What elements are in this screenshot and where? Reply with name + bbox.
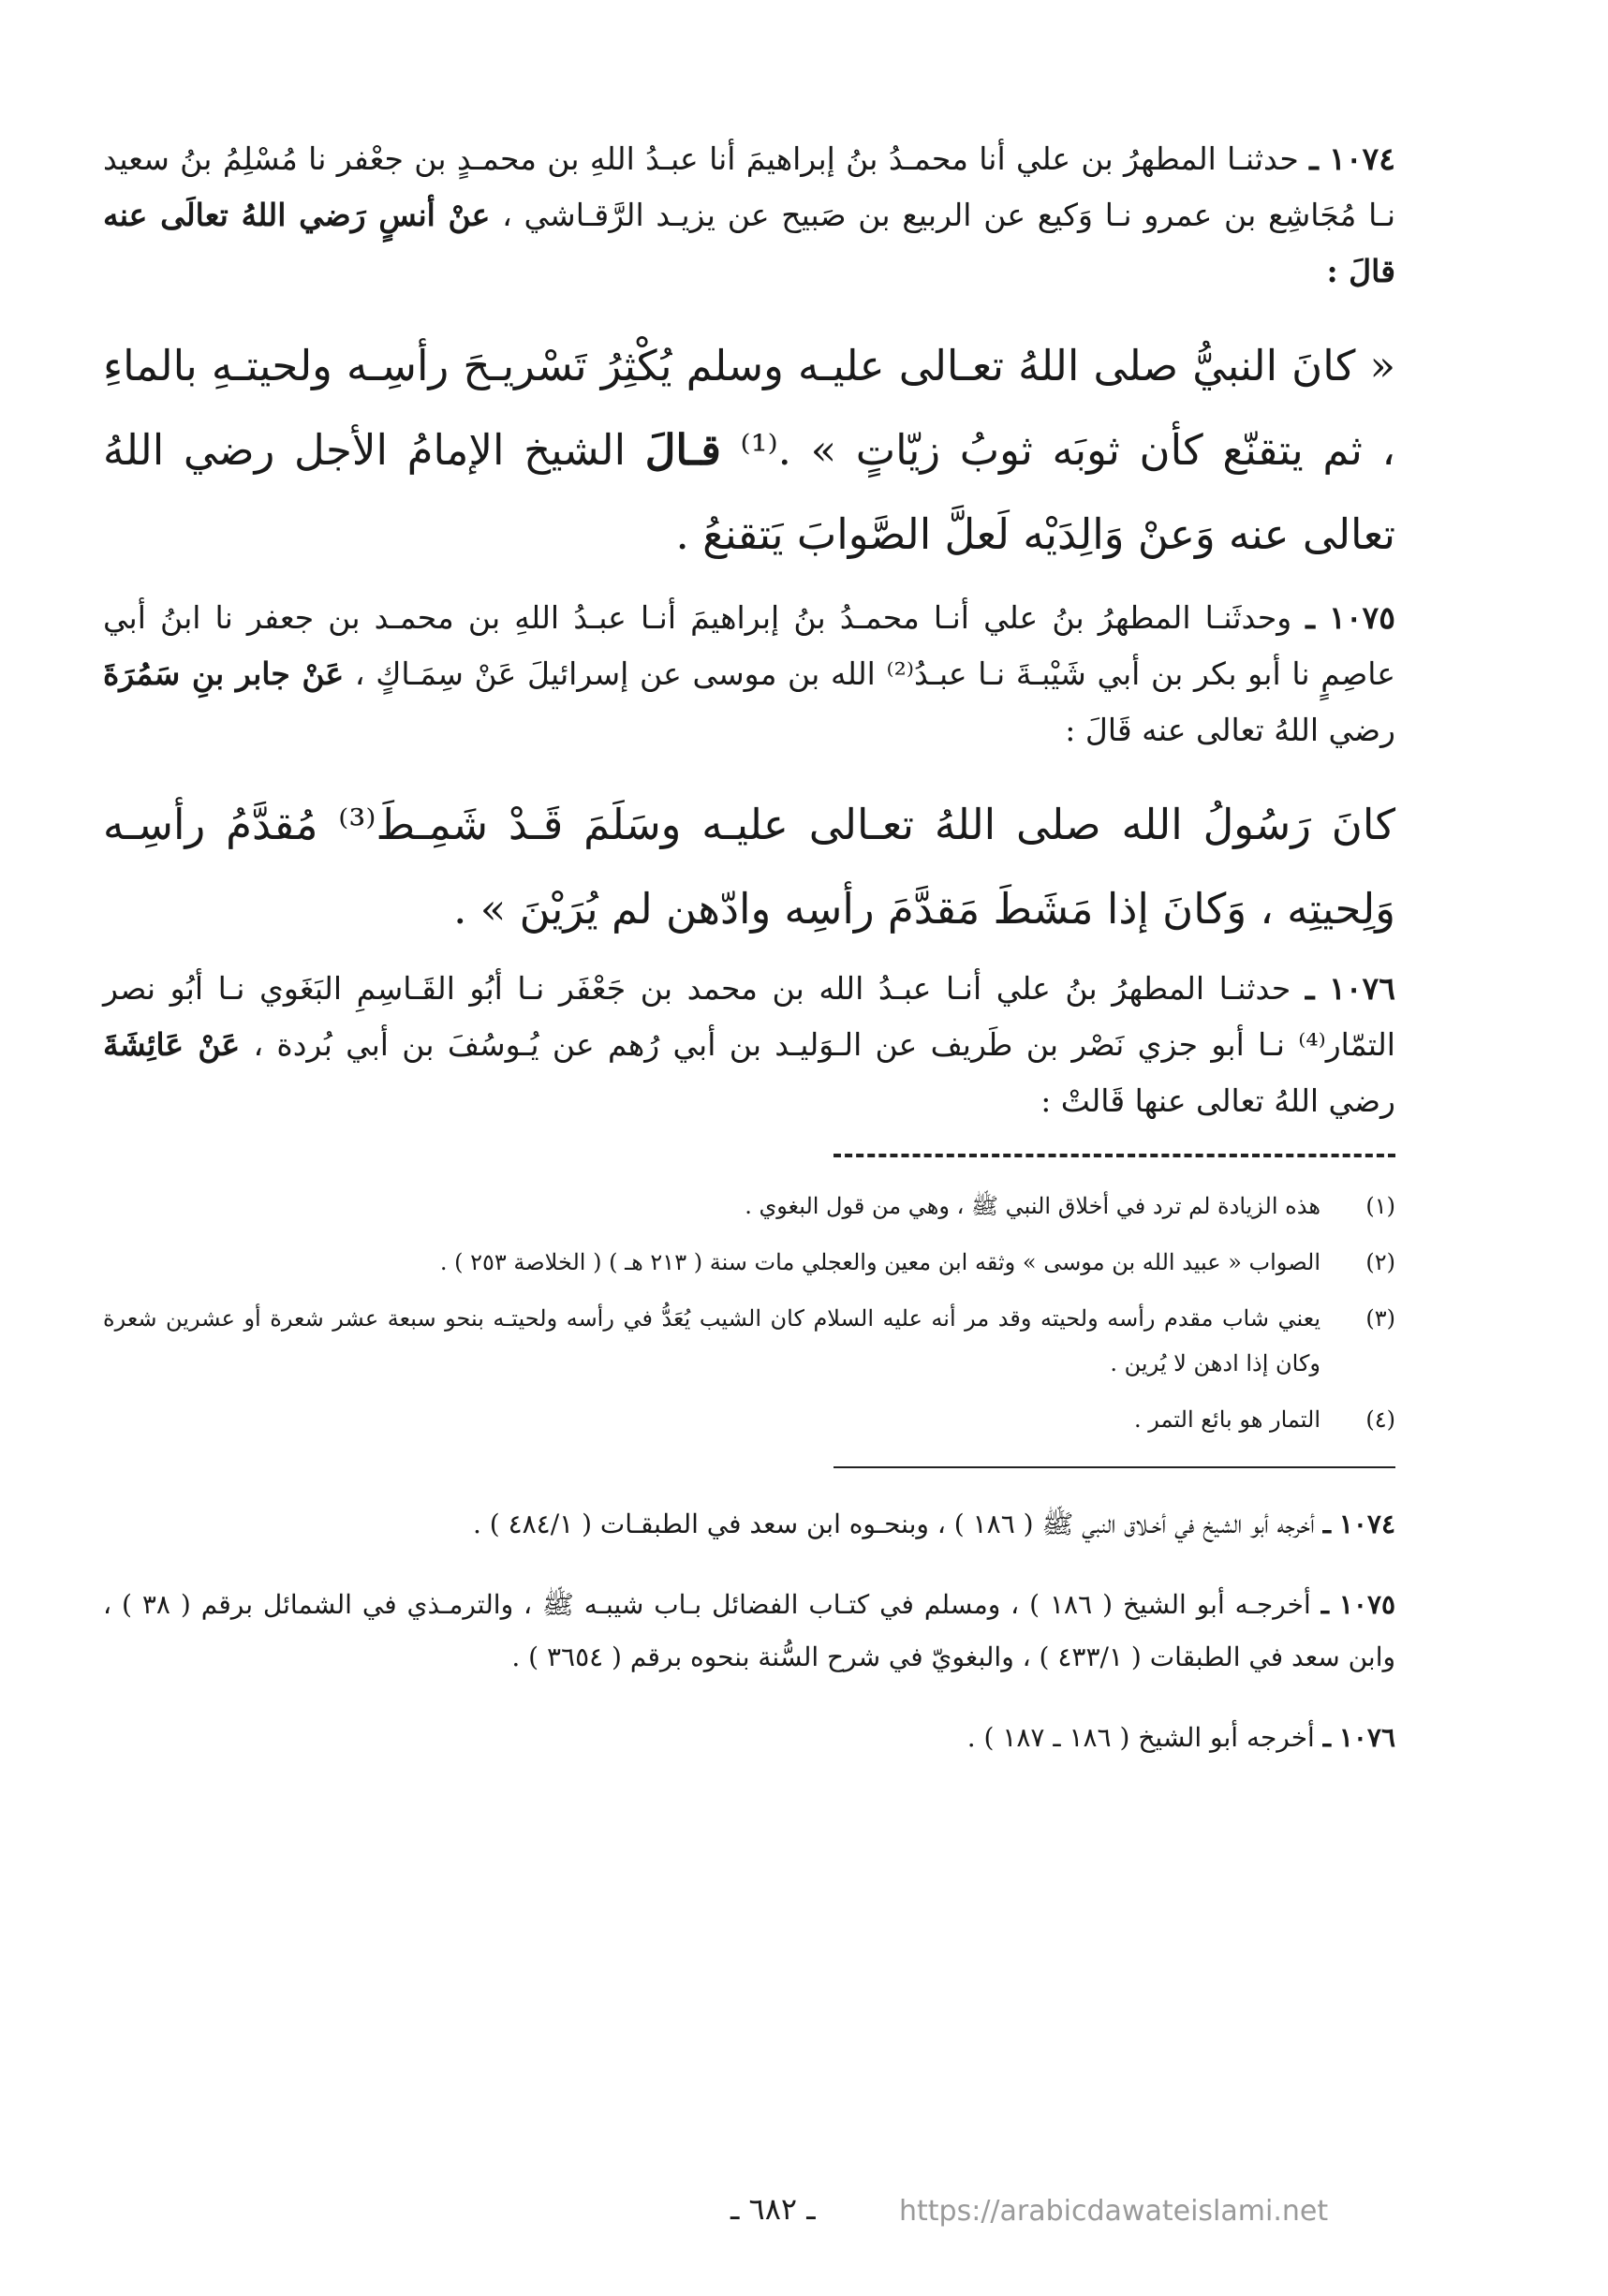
footnote [103, 1296, 1395, 1386]
number-dash: ـ [1309, 140, 1319, 177]
narrator: عَنْ عَائِشَةَ [103, 1026, 241, 1063]
footnotes [103, 1184, 1395, 1442]
takhrij-number: ١٠٧٥ [1338, 1589, 1396, 1620]
footnote-mark: (٤) [1365, 1406, 1395, 1433]
matn-text: « كانَ النبيُّ صلى اللهُ تعـالى عليـه وسلم يُكْثِرُ تَسْريـحَ رأسِـه ولحيتـهِ بالماءِ ، ثم يتقنّع كأن ثوبَه ثوبُ زيّاتٍ » .⁽¹⁾ [103, 341, 1395, 475]
takhrij-entry [103, 1579, 1395, 1684]
footnote-mark: (٢) [1365, 1249, 1395, 1275]
takhrij-entry [103, 1498, 1395, 1551]
isnad-text: حدثنـا المطهرُ بنُ علي أنـا عبـدُ الله بن محمد بن جَعْفَر نـا أبُو القَـاسِمِ البَغَوي نـا أبُو نصر التمّار⁽⁴⁾ نـا أبو جزي نَصْر بن طَريف عن الـوَليـد بن أبي رُهم عن يُـوسُفَ بن أبي بُردة ، [103, 970, 1395, 1063]
takhrij-number: ١٠٧٤ [1338, 1509, 1395, 1539]
footnote [103, 1397, 1395, 1442]
narrator-tail: رضي اللهُ تعالى عنها قَالتْ : [1040, 1082, 1395, 1119]
isnad-text: وحدثَنـا المطهرُ بنُ علي أنـا محمـدُ بنُ إبراهيمَ أنـا عبـدُ اللهِ بن محمـد بن جعفر نا ابنُ أبي عاصِمٍ نا أبو بكر بن أبي شَيْبـةَ نـا عبـدُ⁽²⁾ الله بن موسى عن إسرائيلَ عَنْ سِمَـاكٍ ، [103, 599, 1395, 692]
comment-label: قـالَ [644, 425, 721, 475]
footnote-text: الصواب « عبيد الله بن موسى » وثقه ابن معين والعجلي مات سنة ( ٢١٣ هـ ) ( الخلاصة ٢٥٣ ) . [439, 1249, 1320, 1275]
hadith-number: ١٠٧٥ [1329, 599, 1395, 636]
footnote [103, 1240, 1395, 1285]
number-dash: ـ [1305, 970, 1315, 1007]
footnote-text: التمار هو بائع التمر . [1134, 1406, 1320, 1433]
takhrij-separator [834, 1466, 1395, 1468]
number-dash: ـ [1322, 1509, 1331, 1539]
takhrij-number: ١٠٧٦ [1338, 1722, 1395, 1753]
takhrij-text: أخرجه أبو الشيخ في أخـلاق النبي ﷺ ( ١٨٦ ) ، وبنحـوه ابن سعد في الطبقـات ( ٤٨٤/١ ) . [472, 1509, 1315, 1539]
number-dash: ـ [1306, 599, 1315, 636]
hadith-1075-isnad [103, 590, 1395, 758]
hadith-number: ١٠٧٤ [1329, 140, 1396, 177]
matn-text: كانَ رَسُولُ الله صلى اللهُ تعـالى عليـه وسَلَمَ قَـدْ شَمِـطَ⁽³⁾ مُقدَّمُ رأسِـه وَلِحيتِه ، وَكانَ إذا مَشَطَ مَقدَّمَ رأسِه وادّهن لم يُرَيْنَ » . [103, 800, 1395, 934]
narrator: عَنْ جابر بنِ سَمُرَةَ [103, 655, 345, 692]
hadith-number: ١٠٧٦ [1329, 970, 1395, 1007]
takhrij-text: أخرجه أبو الشيخ ( ١٨٦ ـ ١٨٧ ) . [966, 1722, 1315, 1753]
narrator-tail: رضي اللهُ تعالى عنه قَالَ : [1065, 712, 1395, 748]
comment-text: الشيخ الإمامُ الأجل رضي اللهُ تعالى عنه وَعنْ وَالِدَيْه لَعلَّ الصَّوابَ يَتقنعُ . [103, 425, 1395, 559]
narrator: عنْ أنسٍ رَضي اللهُ تعالَى عنه قالَ : [103, 197, 1395, 289]
takhrij-text: أخرجـه أبو الشيخ ( ١٨٦ ) ، ومسلم في كتـاب الفضائل بـاب شيبـه ﷺ ، والترمـذي في الشمائل برقم ( ٣٨ ) ، وابن سعد في الطبقات ( ٤٣٣/١ ) ، والبغويّ في شرح السُّنة بنحوه برقم ( ٣٦٥٤ ) . [103, 1589, 1395, 1672]
number-dash: ـ [1320, 1589, 1329, 1620]
hadith-1075-matn [103, 783, 1395, 951]
watermark-url: https://arabicdawateislami.net [899, 2195, 1329, 2228]
number-dash: ـ [1322, 1722, 1331, 1753]
footnote-separator [834, 1154, 1395, 1157]
hadith-1074-isnad [103, 131, 1395, 300]
page-number: ـ ٦٨٢ ـ [730, 2191, 816, 2227]
takhrij-entry [103, 1712, 1395, 1764]
page-footer [0, 2191, 1608, 2247]
page-content [103, 131, 1395, 1792]
hadith-1074-matn [103, 324, 1395, 577]
footnote-text: هذه الزيادة لم ترد في أخلاق النبي ﷺ ، وهي من قول البغوي . [745, 1193, 1320, 1219]
footnote-mark: (٣) [1365, 1305, 1395, 1332]
footnote-text: يعني شاب مقدم رأسه ولحيته وقد مر أنه عليه السلام كان الشيب يُعَدُّ في رأسه ولحيتـه بنحو سبعة عشر شعرة أو عشرين شعرة وكان إذا ادهن لا يُرين . [103, 1305, 1320, 1376]
footnote [103, 1184, 1395, 1229]
footnote-mark: (١) [1365, 1193, 1395, 1219]
hadith-1076-isnad [103, 961, 1395, 1129]
isnad-text: حدثنـا المطهرُ بن علي أنا محمـدُ بنُ إبراهيمَ أنا عبـدُ اللهِ بن محمـدٍ بن جعْفر نا مُسْلِمُ بنُ سعيد نـا مُجَاشِع بن عمرو نـا وَكيع عن الربيع بن صَبيح عن يزيـد الرَّقـاشي ، [103, 140, 1396, 233]
